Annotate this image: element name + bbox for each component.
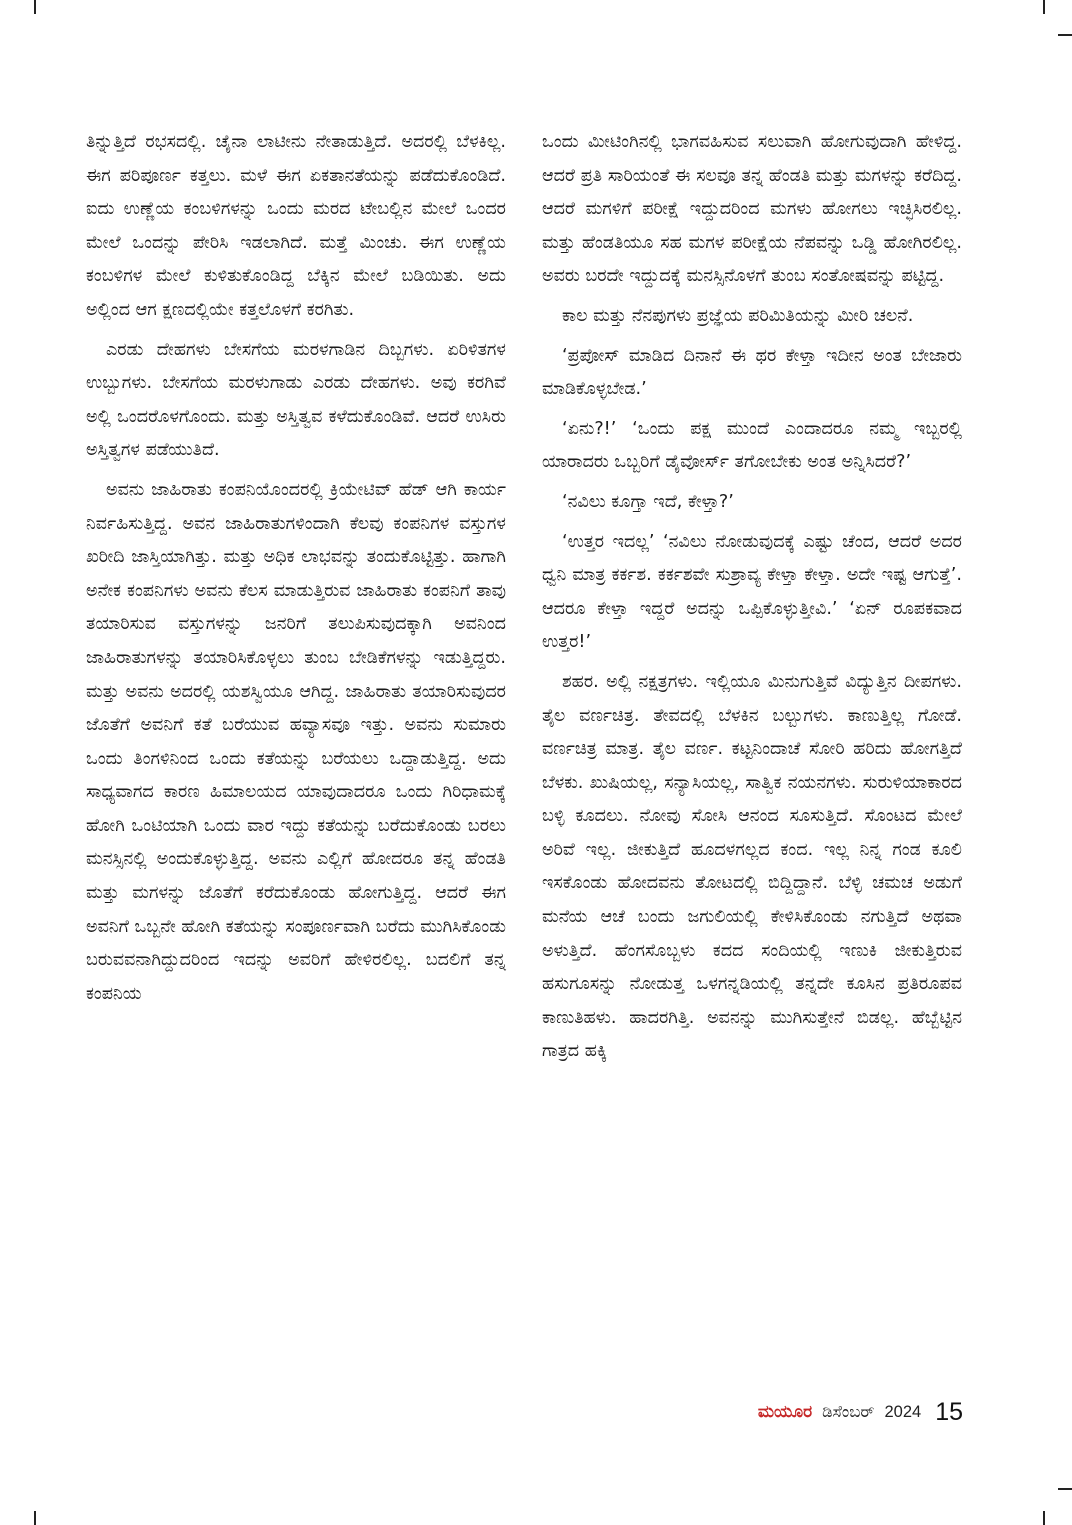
crop-mark-top-right-v <box>1043 0 1045 14</box>
crop-mark-top-right-h <box>1058 34 1072 36</box>
page-number: 15 <box>935 1397 963 1426</box>
right-column <box>542 126 962 1075</box>
crop-mark-top-left <box>34 0 36 14</box>
left-column <box>86 126 506 1017</box>
paragraph: ಕಾಲ ಮತ್ತು ನೆನಪುಗಳು ಪ್ರಜ್ಞೆಯ ಪರಿಮಿತಿಯನ್ನು ಮೀರಿ ಚಲನೆ. <box>562 305 914 326</box>
page-footer <box>758 1394 963 1430</box>
issue-year: 2024 <box>884 1402 922 1421</box>
paragraph: ‘ಉತ್ತರ ಇದಲ್ಲ’ ‘ನವಿಲು ನೋಡುವುದಕ್ಕೆ ಎಷ್ಟು ಚೆಂದ, ಆದರೆ ಅದರ ಧ್ವನಿ ಮಾತ್ರ ಕರ್ಕಶ. ಕರ್ಕಶವೇ ಸುಶ್ರಾವ್ಯ ಕೇಳ್ತಾ ಕೇಳ್ತಾ. ಅದೇ ಇಷ್ಟ ಆಗುತ್ತೆ’. ಆದರೂ ಕೇಳ್ತಾ ಇದ್ದರೆ ಅದನ್ನು ಒಪ್ಪಿಕೊಳ್ಳುತ್ತೀವಿ.’ ‘ಏನ್ ರೂಪಕವಾದ ಉತ್ತರ!’ <box>542 531 962 653</box>
crop-mark-bottom-left <box>34 1511 36 1525</box>
paragraph: ‘ಏನು?!’ ‘ಒಂದು ಪಕ್ಷ ಮುಂದೆ ಎಂದಾದರೂ ನಮ್ಮ ಇಬ್ಬರಲ್ಲಿ ಯಾರಾದರು ಒಬ್ಬರಿಗೆ ಡೈವೋರ್ಸ್ ತಗೋಬೇಕು ಅಂತ ಅನ್ನಿಸಿದರೆ?’ <box>542 418 962 473</box>
paragraph: ಅವನು ಜಾಹಿರಾತು ಕಂಪನಿಯೊಂದರಲ್ಲಿ ಕ್ರಿಯೇಟಿವ್ ಹೆಡ್ ಆಗಿ ಕಾರ್ಯ ನಿರ್ವಹಿಸುತ್ತಿದ್ದ. ಅವನ ಜಾಹಿರಾತುಗಳಿಂದಾಗಿ ಕೆಲವು ಕಂಪನಿಗಳ ವಸ್ತುಗಳ ಖರೀದಿ ಜಾಸ್ತಿಯಾಗಿತ್ತು. ಮತ್ತು ಅಧಿಕ ಲಾಭವನ್ನು ತಂದುಕೊಟ್ಟಿತ್ತು. ಹಾಗಾಗಿ ಅನೇಕ ಕಂಪನಿಗಳು ಅವನು ಕೆಲಸ ಮಾಡುತ್ತಿರುವ ಜಾಹಿರಾತು ಕಂಪನಿಗೆ ತಾವು ತಯಾರಿಸುವ ವಸ್ತುಗಳನ್ನು ಜನರಿಗೆ ತಲುಪಿಸುವುದಕ್ಕಾಗಿ ಅವನಿಂದ ಜಾಹಿರಾತುಗಳನ್ನು ತಯಾರಿಸಿಕೊಳ್ಳಲು ತುಂಬ ಬೇಡಿಕೆಗಳನ್ನು ಇಡುತ್ತಿದ್ದರು. ಮತ್ತು ಅವನು ಅದರಲ್ಲಿ ಯಶಸ್ವಿಯೂ ಆಗಿದ್ದ. ಜಾಹಿರಾತು ತಯಾರಿಸುವುದರ ಜೊತೆಗೆ ಅವನಿಗೆ ಕತೆ ಬರೆಯುವ ಹವ್ಯಾಸವೂ ಇತ್ತು. ಅವನು ಸುಮಾರು ಒಂದು ತಿಂಗಳಿನಿಂದ ಒಂದು ಕತೆಯನ್ನು ಬರೆಯಲು ಒದ್ದಾಡುತ್ತಿದ್ದ. ಅದು ಸಾಧ್ಯವಾಗದ ಕಾರಣ ಹಿಮಾಲಯದ ಯಾವುದಾದರೂ ಒಂದು ಗಿರಿಧಾಮಕ್ಕೆ ಹೋಗಿ ಒಂಟಿಯಾಗಿ ಒಂದು ವಾರ ಇದ್ದು ಕತೆಯನ್ನು ಬರೆದುಕೊಂಡು ಬರಲು ಮನಸ್ಸಿನಲ್ಲಿ ಅಂದುಕೊಳ್ಳುತ್ತಿದ್ದ. ಅವನು ಎಲ್ಲಿಗೆ ಹೋದರೂ ತನ್ನ ಹೆಂಡತಿ ಮತ್ತು ಮಗಳನ್ನು ಜೊತೆಗೆ ಕರೆದುಕೊಂಡು ಹೋಗುತ್ತಿದ್ದ. ಆದರೆ ಈಗ ಅವನಿಗೆ ಒಬ್ಬನೇ ಹೋಗಿ ಕತೆಯನ್ನು ಸಂಪೂರ್ಣವಾಗಿ ಬರೆದು ಮುಗಿಸಿಕೊಂಡು ಬರುವವನಾಗಿದ್ದುದರಿಂದ ಇದನ್ನು ಅವರಿಗೆ ಹೇಳಿರಲಿಲ್ಲ. ಬದಲಿಗೆ ತನ್ನ ಕಂಪನಿಯ <box>86 479 506 1004</box>
magazine-logo: ಮಯೂರ <box>757 1402 813 1422</box>
paragraph: ‘ಪ್ರಪೋಸ್ ಮಾಡಿದ ದಿನಾನೆ ಈ ಥರ ಕೇಳ್ತಾ ಇದೀನ ಅಂತ ಬೇಜಾರು ಮಾಡಿಕೊಳ್ಳಬೇಡ.’ <box>542 345 962 400</box>
paragraph: ‘ನವಿಲು ಕೂಗ್ತಾ ಇದೆ, ಕೇಳ್ತಾ?’ <box>562 491 734 512</box>
paragraph: ಒಂದು ಮೀಟಿಂಗಿನಲ್ಲಿ ಭಾಗವಹಿಸುವ ಸಲುವಾಗಿ ಹೋಗುವುದಾಗಿ ಹೇಳಿದ್ದ. ಆದರೆ ಪ್ರತಿ ಸಾರಿಯಂತೆ ಈ ಸಲವೂ ತನ್ನ ಹೆಂಡತಿ ಮತ್ತು ಮಗಳನ್ನು ಕರೆದಿದ್ದ. ಆದರೆ ಮಗಳಿಗೆ ಪರೀಕ್ಷೆ ಇದ್ದುದರಿಂದ ಮಗಳು ಹೋಗಲು ಇಚ್ಛಿಸಿರಲಿಲ್ಲ. ಮತ್ತು ಹೆಂಡತಿಯೂ ಸಹ ಮಗಳ ಪರೀಕ್ಷೆಯ ನೆಪವನ್ನು ಒಡ್ಡಿ ಹೋಗಿರಲಿಲ್ಲ. ಅವರು ಬರದೇ ಇದ್ದುದಕ್ಕೆ ಮನಸ್ಸಿನೊಳಗೆ ತುಂಬ ಸಂತೋಷವನ್ನು ಪಟ್ಟಿದ್ದ. <box>542 132 962 287</box>
crop-mark-bottom-right-h <box>1058 1488 1072 1490</box>
paragraph: ಶಹರ. ಅಲ್ಲಿ ನಕ್ಷತ್ರಗಳು. ಇಲ್ಲಿಯೂ ಮಿನುಗುತ್ತಿವೆ ವಿದ್ಯುತ್ತಿನ ದೀಪಗಳು. ತೈಲ ವರ್ಣಚಿತ್ರ. ತೇವದಲ್ಲಿ ಬೆಳಕಿನ ಬಲ್ಬುಗಳು. ಕಾಣುತ್ತಿಲ್ಲ ಗೋಡೆ. ವರ್ಣಚಿತ್ರ ಮಾತ್ರ. ತೈಲ ವರ್ಣ. ಕಟ್ಟನಿಂದಾಚೆ ಸೋರಿ ಹರಿದು ಹೋಗತ್ತಿದೆ ಬೆಳಕು. ಖುಷಿಯಲ್ಲ, ಸನ್ಯಾಸಿಯಲ್ಲ, ಸಾತ್ವಿಕ ನಯನಗಳು. ಸುರುಳಿಯಾಕಾರದ ಬಳ್ಳಿ ಕೂದಲು. ನೋವು ಸೋಸಿ ಆನಂದ ಸೂಸುತ್ತಿದೆ. ಸೊಂಟದ ಮೇಲೆ ಅರಿವೆ ಇಲ್ಲ. ಜೀಕುತ್ತಿದೆ ಹೂದಳಗಲ್ಲದ ಕಂದ. ಇಲ್ಲ ನಿನ್ನ ಗಂಡ ಕೂಲಿ ಇಸಕೊಂಡು ಹೋದವನು ತೋಟದಲ್ಲಿ ಬಿದ್ದಿದ್ದಾನೆ. ಬೆಳ್ಳಿ ಚಮಚ ಅಡುಗೆ ಮನೆಯ ಆಚೆ ಬಂದು ಜಗುಲಿಯಲ್ಲಿ ಕೇಳಿಸಿಕೊಂಡು ನಗುತ್ತಿದೆ ಅಥವಾ ಅಳುತ್ತಿದೆ. ಹೆಂಗಸೊಬ್ಬಳು ಕದದ ಸಂದಿಯಲ್ಲಿ ಇಣುಕಿ ಜೀಕುತ್ತಿರುವ ಹಸುಗೂಸನ್ನು ನೋಡುತ್ತ ಒಳಗನ್ನಡಿಯಲ್ಲಿ ತನ್ನದೇ ಕೂಸಿನ ಪ್ರತಿರೂಪವ ಕಾಣುತಿಹಳು. ಹಾದರಗಿತ್ತಿ. ಅವನನ್ನು ಮುಗಿಸುತ್ತೇನೆ ಬಿಡಲ್ಲ. ಹೆಬ್ಬೆಟ್ಟಿನ ಗಾತ್ರದ ಹಕ್ಕಿ <box>542 671 962 1062</box>
issue-month: ಡಿಸೆಂಬರ್ <box>822 1402 875 1421</box>
crop-mark-bottom-right-v <box>1043 1511 1045 1525</box>
paragraph: ಎರಡು ದೇಹಗಳು ಬೇಸಗೆಯ ಮರಳಗಾಡಿನ ದಿಬ್ಬಗಳು. ಏರಿಳಿತಗಳ ಉಬ್ಬುಗಳು. ಬೇಸಗೆಯ ಮರಳುಗಾಡು ಎರಡು ದೇಹಗಳು. ಅವು ಕರಗಿವೆ ಅಲ್ಲಿ ಒಂದರೊಳಗೊಂದು. ಮತ್ತು ಅಸ್ತಿತ್ವವ ಕಳೆದುಕೊಂಡಿವೆ. ಆದರೆ ಉಸಿರು ಅಸ್ತಿತ್ವಗಳ ಪಡೆಯುತಿದೆ. <box>86 339 506 461</box>
paragraph: ತಿನ್ನುತ್ತಿದೆ ರಭಸದಲ್ಲಿ. ಚೈನಾ ಲಾಟೀನು ನೇತಾಡುತ್ತಿದೆ. ಅದರಲ್ಲಿ ಬೆಳಕಿಲ್ಲ. ಈಗ ಪರಿಪೂರ್ಣ ಕತ್ತಲು. ಮಳೆ ಈಗ ಏಕತಾನತೆಯನ್ನು ಪಡೆದುಕೊಂಡಿದೆ. ಐದು ಉಣ್ಣೆಯ ಕಂಬಳಿಗಳನ್ನು ಒಂದು ಮರದ ಟೇಬಲ್ಲಿನ ಮೇಲೆ ಒಂದರ ಮೇಲೆ ಒಂದನ್ನು ಪೇರಿಸಿ ಇಡಲಾಗಿದೆ. ಮತ್ತೆ ಮಿಂಚು. ಈಗ ಉಣ್ಣೆಯ ಕಂಬಳಿಗಳ ಮೇಲೆ ಕುಳಿತುಕೊಂಡಿದ್ದ ಬೆಕ್ಕಿನ ಮೇಲೆ ಬಡಿಯಿತು. ಅದು ಅಲ್ಲಿಂದ ಆಗ ಕ್ಷಣದಲ್ಲಿಯೇ ಕತ್ತಲೊಳಗೆ ಕರಗಿತು. <box>86 132 506 320</box>
